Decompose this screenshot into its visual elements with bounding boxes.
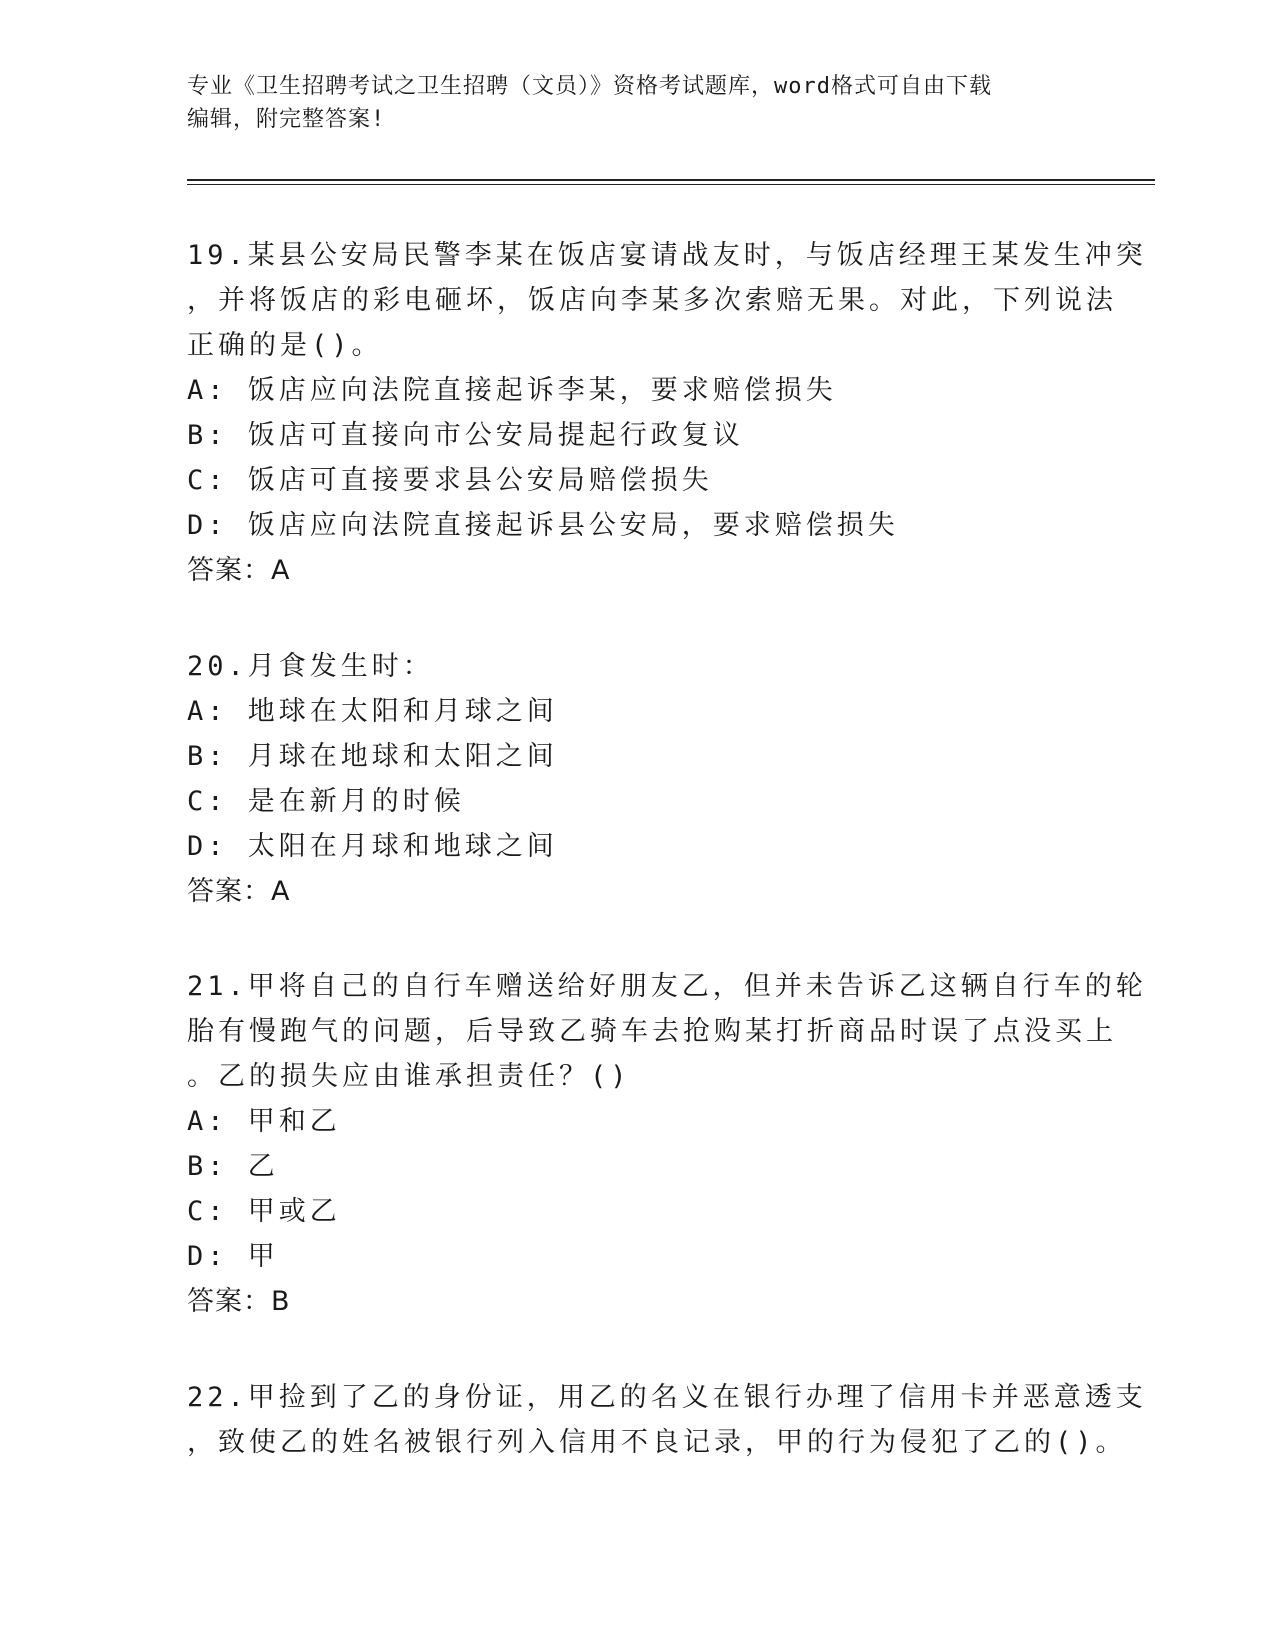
option-c: C: 甲或乙 [187, 1196, 341, 1227]
option-d: D: 太阳在月球和地球之间 [187, 831, 558, 862]
question-text-line: 21.甲将自己的自行车赠送给好朋友乙，但并未告诉乙这辆自行车的轮 [187, 971, 1147, 1002]
question-text-line: 19.某县公安局民警李某在饭店宴请战友时，与饭店经理王某发生冲突 [187, 240, 1147, 271]
option-a: A: 地球在太阳和月球之间 [187, 696, 558, 727]
question-text-line: ，致使乙的姓名被银行列入信用不良记录，甲的行为侵犯了乙的()。 [187, 1427, 1127, 1458]
option-b: B: 乙 [187, 1151, 279, 1182]
answer-label: 答案：A [187, 555, 291, 586]
question-text-line: 。乙的损失应由谁承担责任？() [187, 1061, 631, 1092]
option-d: D: 甲 [187, 1241, 279, 1272]
question-20 [187, 644, 1087, 914]
question-text-line: 正确的是()。 [187, 330, 383, 361]
question-19 [187, 233, 1147, 593]
header-line-1: 专业《卫生招聘考试之卫生招聘（文员）》资格考试题库，word格式可自由下载 [187, 74, 992, 99]
answer-label: 答案：B [187, 1286, 291, 1317]
question-22 [187, 1375, 1147, 1465]
option-c: C: 是在新月的时候 [187, 786, 465, 817]
question-text-line: 20.月食发生时： [187, 651, 434, 682]
option-b: B: 饭店可直接向市公安局提起行政复议 [187, 420, 744, 451]
question-21 [187, 964, 1147, 1324]
option-a: A: 甲和乙 [187, 1106, 341, 1137]
answer-label: 答案：A [187, 876, 291, 907]
option-b: B: 月球在地球和太阳之间 [187, 741, 558, 772]
option-d: D: 饭店应向法院直接起诉县公安局，要求赔偿损失 [187, 510, 899, 541]
question-text-line: 22.甲捡到了乙的身份证，用乙的名义在银行办理了信用卡并恶意透支 [187, 1382, 1147, 1413]
question-text-line: ，并将饭店的彩电砸坏，饭店向李某多次索赔无果。对此，下列说法 [187, 285, 1117, 316]
header-line-2: 编辑，附完整答案! [187, 107, 386, 132]
option-c: C: 饭店可直接要求县公安局赔偿损失 [187, 465, 713, 496]
option-a: A: 饭店应向法院直接起诉李某，要求赔偿损失 [187, 375, 837, 406]
document-header [187, 70, 1087, 136]
question-text-line: 胎有慢跑气的问题，后导致乙骑车去抢购某打折商品时误了点没买上 [187, 1016, 1117, 1047]
header-divider-thick [187, 179, 1155, 181]
header-divider-thin [187, 184, 1155, 185]
